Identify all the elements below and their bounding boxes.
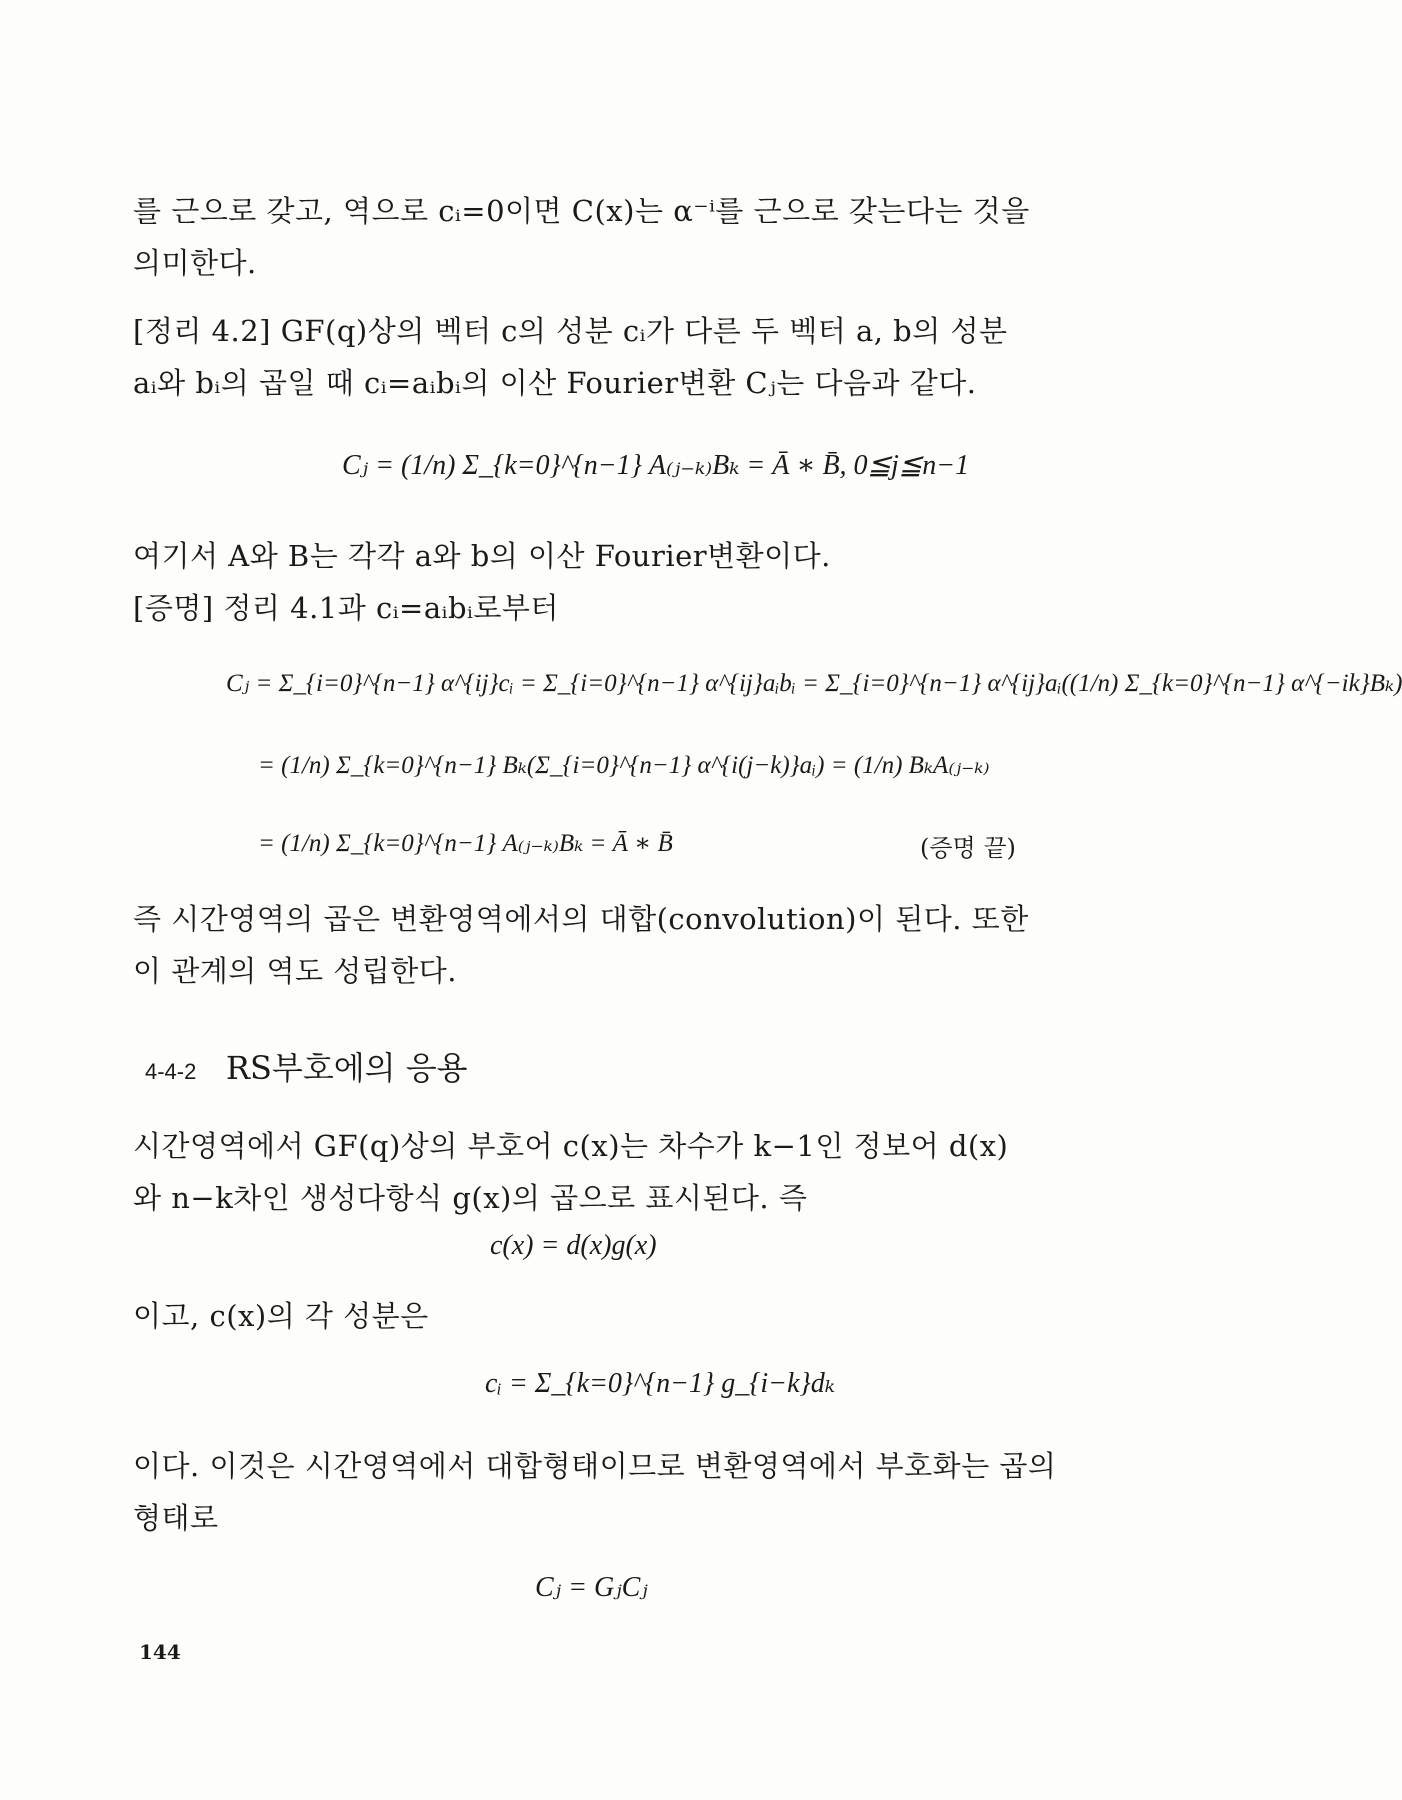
equation-5: c(x) = d(x)g(x) (490, 1230, 657, 1261)
paragraph-1 (133, 185, 1073, 289)
text-line: 이다. 이것은 시간영역에서 대합형태이므로 변환영역에서 부호화는 곱의 (133, 1449, 1057, 1483)
text-line: aᵢ와 bᵢ의 곱일 때 cᵢ=aᵢbᵢ의 이산 Fourier변환 Cⱼ는 다음과 같다. (133, 366, 977, 400)
paragraph-3 (133, 893, 1073, 997)
equation-7: Cⱼ = GⱼCⱼ (535, 1572, 648, 1603)
text-line: 이 관계의 역도 성립한다. (133, 954, 458, 988)
text-line: 여기서 A와 B는 각각 a와 b의 이산 Fourier변환이다. (133, 539, 831, 573)
equation-4: = (1/n) Σ_{k=0}^{n−1} A₍ⱼ₋ₖ₎Bₖ = Ā ∗ B̄ (258, 830, 673, 857)
text-line: [정리 4.2] GF(q)상의 벡터 c의 성분 cᵢ가 다른 두 벡터 a, b의 성분 (133, 314, 1008, 348)
theorem-4-2 (133, 305, 1073, 409)
page-number: 144 (139, 1640, 181, 1664)
section-number: 4-4-2 (145, 1059, 197, 1084)
paragraph-5 (133, 1290, 1073, 1342)
text-line: 형태로 (133, 1501, 219, 1535)
text-line: 와 n−k차인 생성다항식 g(x)의 곱으로 표시된다. 즉 (133, 1181, 808, 1215)
proof-end: (증명 끝) (920, 834, 1016, 862)
paragraph-4 (133, 1120, 1073, 1224)
equation-1: Cⱼ = (1/n) Σ_{k=0}^{n−1} A₍ⱼ₋ₖ₎Bₖ = Ā ∗ B̄, 0≦j≦n−1 (342, 450, 970, 481)
text-line: 의미한다. (133, 246, 257, 280)
equation-6: cᵢ = Σ_{k=0}^{n−1} g_{i−k}dₖ (485, 1368, 835, 1399)
text-line: [증명] 정리 4.1과 cᵢ=aᵢbᵢ로부터 (133, 591, 559, 625)
paragraph-2 (133, 530, 1073, 634)
text-line: 즉 시간영역의 곱은 변환영역에서의 대합(convolution)이 된다. 또한 (133, 902, 1029, 936)
section-title: RS부호에의 응용 (225, 1049, 468, 1087)
equation-2: Cⱼ = Σ_{i=0}^{n−1} α^{ij}cᵢ = Σ_{i=0}^{n−1} α^{ij}aᵢbᵢ = Σ_{i=0}^{n−1} α^{ij}aᵢ((1/n) Σ_{k=0}^{n−1} α^{−ik}Bₖ) (226, 670, 1402, 697)
paragraph-6 (133, 1440, 1073, 1544)
text-line: 를 근으로 갖고, 역으로 cᵢ=0이면 C(x)는 α⁻ⁱ를 근으로 갖는다는 것을 (133, 194, 1030, 228)
text-line: 이고, c(x)의 각 성분은 (133, 1299, 429, 1333)
equation-3: = (1/n) Σ_{k=0}^{n−1} Bₖ(Σ_{i=0}^{n−1} α^{i(j−k)}aᵢ) = (1/n) BₖA₍ⱼ₋ₖ₎ (258, 752, 990, 779)
section-heading (145, 1043, 468, 1089)
text-line: 시간영역에서 GF(q)상의 부호어 c(x)는 차수가 k−1인 정보어 d(x) (133, 1129, 1009, 1163)
